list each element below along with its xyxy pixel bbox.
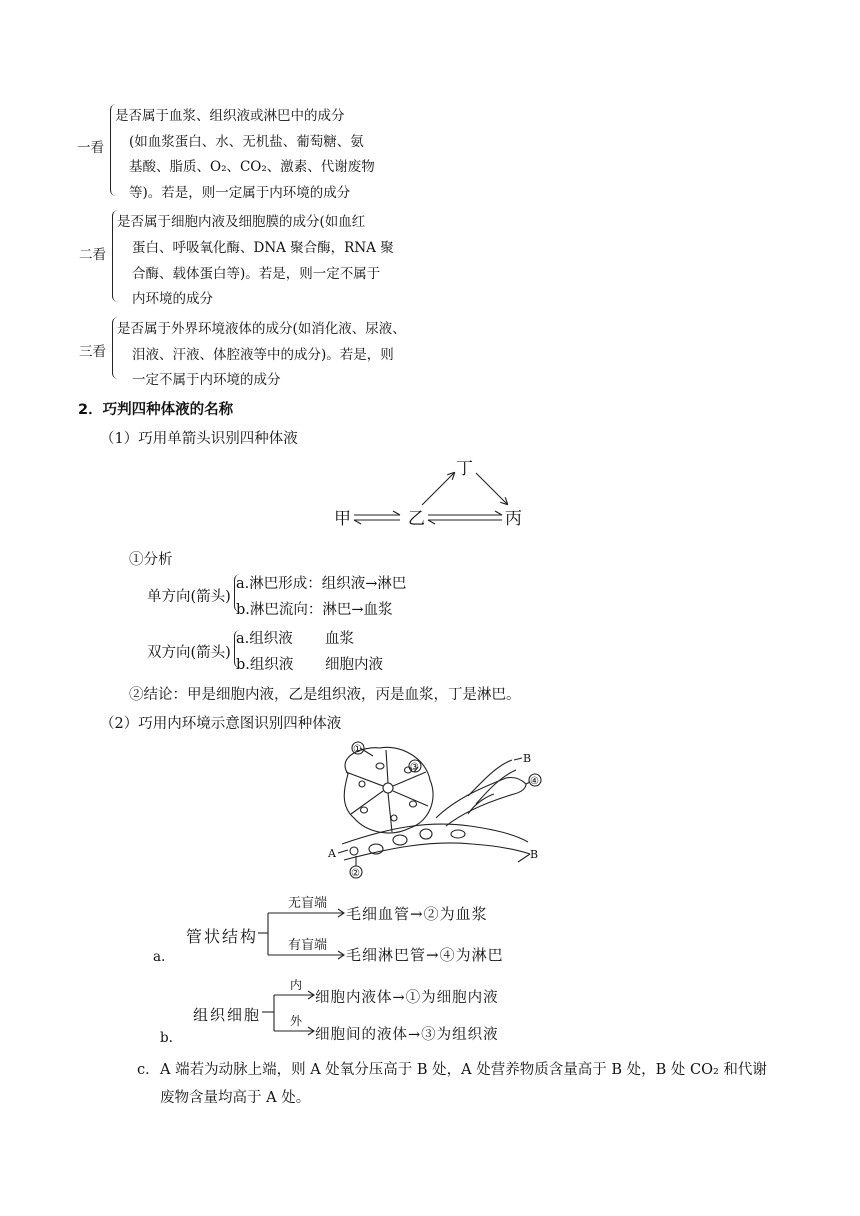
look1-line: 基酸、脂质、O₂、CO₂、激素、代谢废物 bbox=[129, 159, 375, 175]
item-c-line: 废物含量均高于 A 处。 bbox=[160, 1090, 311, 1106]
item-b-lower: 细胞间的液体→③为组织液 bbox=[315, 1027, 499, 1043]
look3-label: 三看 bbox=[79, 344, 106, 360]
item-a-marker: a. bbox=[153, 949, 166, 965]
label-B-bottom: B bbox=[530, 848, 539, 861]
item-c-line: A 端若为动脉上端，则 A 处氧分压高于 B 处，A 处营养物质含量高于 B 处，B 处 CO₂ 和代谢 bbox=[160, 1062, 767, 1078]
look3-line: 是否属于外界环境液体的成分(如消化液、尿液、 bbox=[117, 321, 406, 337]
bidirectional-b1: b.组织液 bbox=[236, 657, 294, 673]
label-n3: ③ bbox=[410, 762, 419, 773]
label-bing: 丙 bbox=[505, 509, 522, 529]
look2-line: 蛋白、呼吸氧化酶、DNA 聚合酶，RNA 聚 bbox=[132, 240, 394, 256]
look3-line: 一定不属于内环境的成分 bbox=[132, 372, 281, 388]
label-B-top: B bbox=[523, 752, 532, 765]
item-b-branch-lines bbox=[262, 985, 318, 1037]
unidirectional-b: b.淋巴流向：淋巴→血浆 bbox=[236, 602, 393, 618]
unidirectional-label: 单方向(箭头) bbox=[147, 589, 231, 605]
label-n4: ④ bbox=[530, 776, 539, 787]
item-b-marker: b. bbox=[160, 1030, 173, 1046]
item-a-lower-tag: 有盲端 bbox=[288, 938, 328, 953]
item-b-root: 组织细胞 bbox=[193, 1006, 262, 1024]
look1-line: (如血浆蛋白、水、无机盐、葡萄糖、氨 bbox=[129, 134, 364, 150]
item-b-lower-tag: 外 bbox=[290, 1014, 303, 1028]
item-b-upper-tag: 内 bbox=[290, 978, 303, 992]
conclusion: ②结论：甲是细胞内液，乙是组织液，丙是血浆，丁是淋巴。 bbox=[129, 687, 521, 703]
label-A: A bbox=[328, 847, 336, 860]
item-a-upper-tag: 无盲端 bbox=[288, 896, 328, 911]
look3-line: 泪液、汗液、体腔液等中的成分)。若是，则 bbox=[132, 347, 394, 363]
look1-line: 是否属于血浆、组织液或淋巴中的成分 bbox=[115, 108, 345, 124]
item-a-branch-lines bbox=[258, 905, 350, 965]
item-a-root: 管状结构 bbox=[186, 927, 259, 946]
unidirectional-a: a.淋巴形成：组织液→淋巴 bbox=[236, 576, 407, 592]
internal-environment-diagram bbox=[318, 736, 548, 879]
look2-label: 二看 bbox=[79, 247, 106, 263]
look1-label: 一看 bbox=[77, 140, 104, 156]
bidirectional-b2: 细胞内液 bbox=[325, 657, 383, 673]
label-n1: ① bbox=[353, 744, 362, 755]
label-ding: 丁 bbox=[456, 459, 473, 479]
item-a-lower: 毛细淋巴管→④为淋巴 bbox=[346, 946, 504, 964]
section-heading: 2．巧判四种体液的名称 bbox=[78, 402, 234, 418]
label-jia: 甲 bbox=[334, 509, 351, 529]
subsection-title: （2）巧用内环境示意图识别四种体液 bbox=[100, 716, 342, 732]
item-b-upper: 细胞内液体→①为细胞内液 bbox=[315, 990, 499, 1006]
item-a-upper: 毛细血管→②为血浆 bbox=[346, 905, 488, 923]
bidirectional-a1: a.组织液 bbox=[236, 631, 293, 647]
analysis-label: ①分析 bbox=[129, 552, 173, 568]
subsection-title: （1）巧用单箭头识别四种体液 bbox=[100, 431, 298, 447]
look2-line: 合酶、载体蛋白等)。若是，则一定不属于 bbox=[132, 266, 381, 282]
look1-line: 等)。若是，则一定属于内环境的成分 bbox=[129, 185, 351, 201]
label-yi: 乙 bbox=[408, 509, 425, 529]
look2-line: 内环境的成分 bbox=[132, 291, 213, 307]
bidirectional-label: 双方向(箭头) bbox=[147, 645, 231, 661]
look2-line: 是否属于细胞内液及细胞膜的成分(如血红 bbox=[117, 214, 366, 230]
item-c-marker: c． bbox=[137, 1062, 160, 1078]
fluid-arrow-diagram bbox=[330, 455, 530, 535]
bidirectional-a2: 血浆 bbox=[325, 631, 354, 647]
label-n2: ② bbox=[351, 868, 360, 879]
